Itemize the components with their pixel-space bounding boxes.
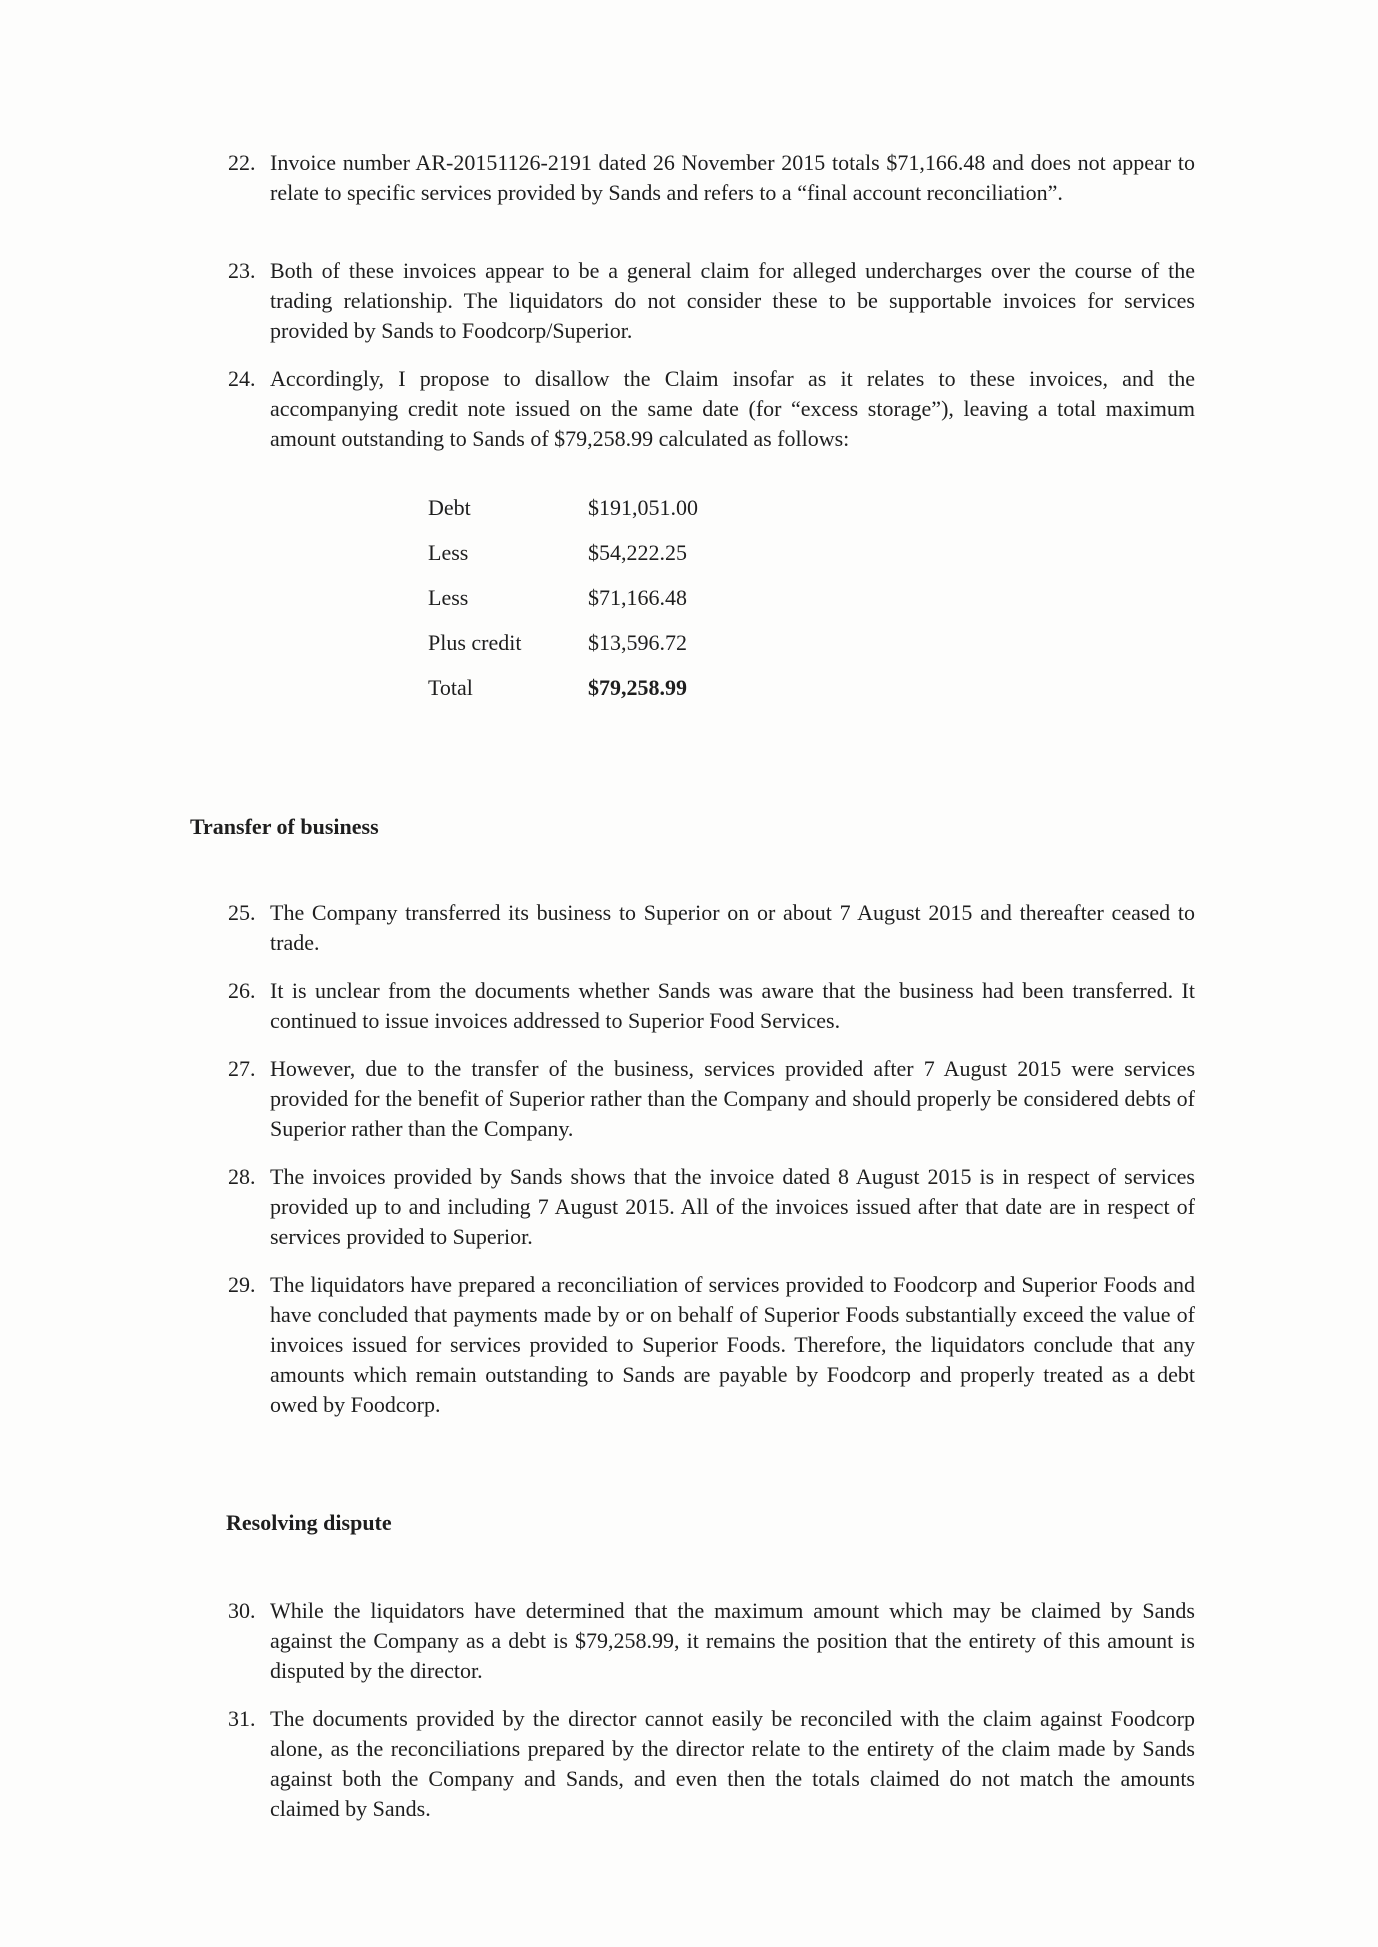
paragraph-22	[228, 148, 1195, 208]
paragraph-text: The Company transferred its business to Superior on or about 7 August 2015 and thereafter ceased to trade.	[270, 900, 1195, 955]
calculation-amount: $71,166.48	[588, 585, 687, 610]
paragraph-number: 22.	[228, 150, 256, 175]
paragraph-28	[228, 1162, 1195, 1252]
paragraph-text: The invoices provided by Sands shows that the invoice dated 8 August 2015 is in respect of services provided up to and including 7 August 2015. All of the invoices issued after that date are in respect of services provided to Superior.	[270, 1164, 1195, 1249]
paragraph-26	[228, 976, 1195, 1036]
paragraph-text: Invoice number AR-20151126-2191 dated 26 November 2015 totals $71,166.48 and does not appear to relate to specific services provided by Sands and refers to a “final account reconciliation”.	[270, 150, 1195, 205]
paragraph-29	[228, 1270, 1195, 1420]
paragraph-number: 29.	[228, 1272, 256, 1297]
paragraph-number: 31.	[228, 1706, 256, 1731]
section-heading-resolving: Resolving dispute	[226, 1510, 392, 1535]
calculation-label: Total	[428, 675, 473, 700]
paragraph-text: Accordingly, I propose to disallow the Claim insofar as it relates to these invoices, and the accompanying credit note issued on the same date (for “excess storage”), leaving a total maximum amount outstanding to Sands of $79,258.99 calculated as follows:	[270, 366, 1195, 451]
paragraph-23	[228, 256, 1195, 346]
calculation-label: Debt	[428, 495, 471, 520]
paragraph-text: The liquidators have prepared a reconciliation of services provided to Foodcorp and Superior Foods and have concluded that payments made by or on behalf of Superior Foods substantially exceed the value of invoices issued for services provided to Superior Foods. Therefore, the liquidators conclude that any amounts which remain outstanding to Sands are payable by Foodcorp and properly treated as a debt owed by Foodcorp.	[270, 1272, 1195, 1417]
paragraph-27	[228, 1054, 1195, 1144]
paragraph-text: The documents provided by the director cannot easily be reconciled with the claim against Foodcorp alone, as the reconciliations prepared by the director relate to the entirety of the claim made by Sands against both the Company and Sands, and even then the totals claimed do not match the amounts claimed by Sands.	[270, 1706, 1195, 1821]
calculation-amount: $54,222.25	[588, 540, 687, 565]
paragraph-number: 28.	[228, 1164, 256, 1189]
calculation-label: Less	[428, 585, 469, 610]
paragraph-31	[228, 1704, 1195, 1824]
paragraph-number: 26.	[228, 978, 256, 1003]
paragraph-24	[228, 364, 1195, 454]
calculation-label: Less	[428, 540, 469, 565]
paragraph-text: While the liquidators have determined that the maximum amount which may be claimed by Sands against the Company as a debt is $79,258.99, it remains the position that the entirety of this amount is disputed by the director.	[270, 1598, 1195, 1683]
paragraph-number: 23.	[228, 258, 256, 283]
paragraph-number: 27.	[228, 1056, 256, 1081]
paragraph-25	[228, 898, 1195, 958]
paragraph-number: 30.	[228, 1598, 256, 1623]
paragraph-30	[228, 1596, 1195, 1686]
calculation-amount: $191,051.00	[588, 495, 698, 520]
paragraph-text: It is unclear from the documents whether Sands was aware that the business had been transferred. It continued to issue invoices addressed to Superior Food Services.	[270, 978, 1195, 1033]
calculation-label: Plus credit	[428, 630, 522, 655]
calculation-total-amount: $79,258.99	[588, 675, 687, 700]
paragraph-text: Both of these invoices appear to be a general claim for alleged undercharges over the course of the trading relationship. The liquidators do not consider these to be supportable invoices for services provided by Sands to Foodcorp/Superior.	[270, 258, 1195, 343]
paragraph-number: 24.	[228, 366, 256, 391]
paragraph-text: However, due to the transfer of the business, services provided after 7 August 2015 were services provided for the benefit of Superior rather than the Company and should properly be considered debts of Superior rather than the Company.	[270, 1056, 1195, 1141]
paragraph-number: 25.	[228, 900, 256, 925]
calculation-amount: $13,596.72	[588, 630, 687, 655]
section-heading-transfer: Transfer of business	[190, 814, 379, 839]
